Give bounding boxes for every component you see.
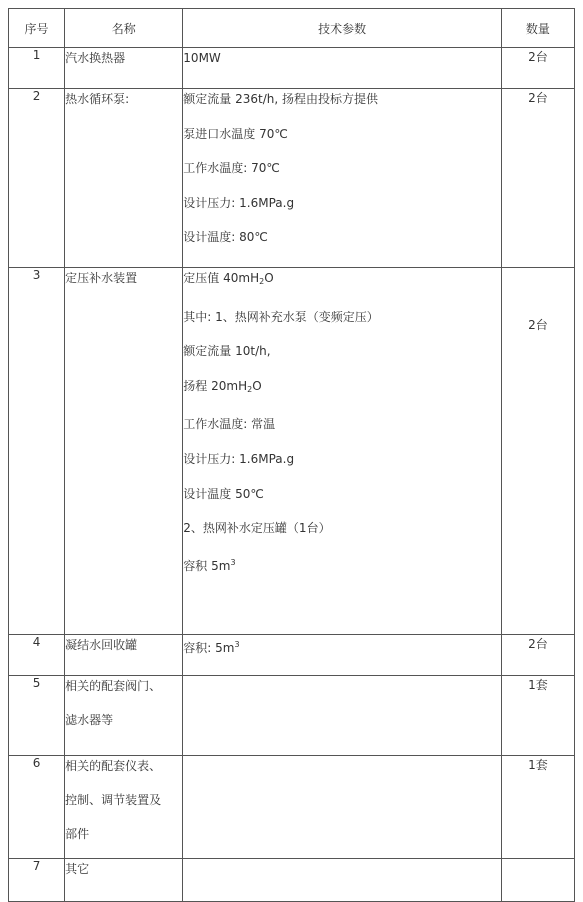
header-name: 名称 (65, 9, 183, 48)
row-quantity: 2台 (501, 635, 574, 676)
row-quantity (501, 859, 574, 902)
header-index: 序号 (9, 9, 65, 48)
row-name: 凝结水回收罐 (65, 635, 183, 676)
row-params: 容积: $5m^3$ (183, 635, 502, 676)
row-params (183, 676, 502, 756)
param-with-formula: 定压值 $40mH_2O$ (183, 271, 274, 286)
row-index: 3 (9, 268, 65, 635)
table-row (9, 859, 575, 902)
table-row (9, 48, 575, 89)
row-index: 1 (9, 48, 65, 89)
row-params (183, 756, 502, 859)
row-quantity: 2台 (501, 48, 574, 89)
row-params: 定压值 $40mH_2O$ 其中: 1、热网补充水泵（变频定压） 额定流量 10t/h, 扬程 $20mH_2O$ 工作水温度: 常温 设计压力: 1.6MPa.g 设计温度 50℃ 2、热网补水定压罐（1台） 容积 $5m^3$ (183, 268, 502, 635)
table-row (9, 268, 575, 635)
row-quantity: 1套 (501, 756, 574, 859)
table-header-row (9, 9, 575, 48)
row-params (183, 859, 502, 902)
param-volume: 容积 $5m^3$ (183, 557, 236, 573)
row-name: 相关的配套仪表、 控制、调节装置及 部件 (65, 756, 183, 859)
equipment-spec-table (8, 8, 575, 902)
row-params: 10MW (183, 48, 502, 89)
row-index: 2 (9, 89, 65, 268)
table-row (9, 89, 575, 268)
row-name: 相关的配套阀门、 滤水器等 (65, 676, 183, 756)
row-name: 热水循环泵: (65, 89, 183, 268)
table-row (9, 676, 575, 756)
row-name: 汽水换热器 (65, 48, 183, 89)
row-index: 7 (9, 859, 65, 902)
row-index: 4 (9, 635, 65, 676)
row-name: 其它 (65, 859, 183, 902)
row-quantity: 2台 (501, 268, 574, 635)
row-index: 6 (9, 756, 65, 859)
row-params: 额定流量 236t/h, 扬程由投标方提供 泵进口水温度 70℃ 工作水温度: 70℃ 设计压力: 1.6MPa.g 设计温度: 80℃ (183, 89, 502, 268)
row-index: 5 (9, 676, 65, 756)
param-with-formula: 扬程 $20mH_2O$ (183, 378, 262, 394)
row-quantity: 1套 (501, 676, 574, 756)
header-quantity: 数量 (501, 9, 574, 48)
table-row (9, 756, 575, 859)
header-params: 技术参数 (183, 9, 502, 48)
row-quantity: 2台 (501, 89, 574, 268)
table-row (9, 635, 575, 676)
row-name: 定压补水装置 (65, 268, 183, 635)
